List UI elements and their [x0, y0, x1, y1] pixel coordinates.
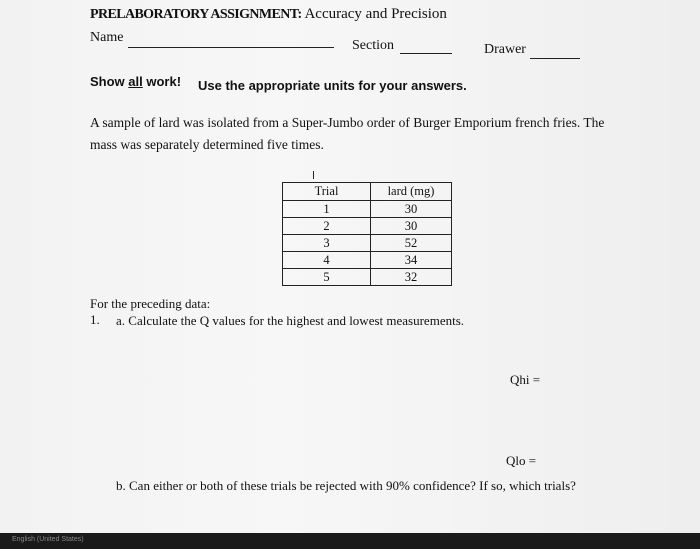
trial-cell: 4 [283, 252, 371, 269]
show-work-all: all [128, 74, 143, 89]
table-row [283, 218, 452, 235]
status-bar [0, 533, 700, 549]
table-row [283, 252, 452, 269]
show-work-instruction [90, 74, 181, 89]
table-row [283, 201, 452, 218]
table-row [283, 235, 452, 252]
trial-cell: 1 [283, 201, 371, 218]
problem-line-2: mass was separately determined five times. [90, 137, 324, 152]
lard-cell: 32 [371, 269, 452, 286]
language-indicator: English (United States) [12, 536, 84, 543]
assignment-title [90, 6, 447, 23]
questions-intro: For the preceding data: [90, 296, 211, 311]
drawer-line [530, 58, 580, 59]
trial-cell: 3 [283, 235, 371, 252]
qlo-label: Qlo = [506, 453, 537, 468]
lard-header: lard (mg) [371, 183, 452, 201]
section-line [400, 53, 452, 54]
name-label: Name [90, 30, 124, 45]
question-1b: b. Can either or both of these trials be rejected with 90% confidence? If so, which trials? [116, 478, 576, 493]
question-1a: a. Calculate the Q values for the highest and lowest measurements. [116, 313, 465, 328]
trial-cell: 2 [283, 218, 371, 235]
lard-cell: 34 [371, 252, 452, 269]
table-header-row [283, 183, 452, 201]
lard-cell: 52 [371, 235, 452, 252]
trial-cell: 5 [283, 269, 371, 286]
show-work-suffix: work! [142, 74, 182, 89]
units-instruction: Use the appropriate units for your answers. [198, 78, 467, 93]
lard-data-table [282, 182, 452, 286]
table-row [283, 269, 452, 286]
assignment-caps: PRELABORATORY ASSIGNMENT: [90, 7, 302, 22]
qhi-label: Qhi = [510, 372, 541, 387]
drawer-label: Drawer [484, 42, 526, 57]
problem-line-1: A sample of lard was isolated from a Super-Jumbo order of Burger Emporium french fries. The [90, 115, 605, 130]
table-tick-mark [313, 171, 314, 179]
question-1-number: 1. [90, 312, 100, 327]
lard-cell: 30 [371, 201, 452, 218]
show-work-prefix: Show [90, 74, 129, 89]
name-line [128, 47, 334, 48]
lard-cell: 30 [371, 218, 452, 235]
trial-header: Trial [283, 183, 371, 201]
section-label: Section [352, 38, 394, 53]
assignment-topic: Accuracy and Precision [304, 6, 447, 22]
